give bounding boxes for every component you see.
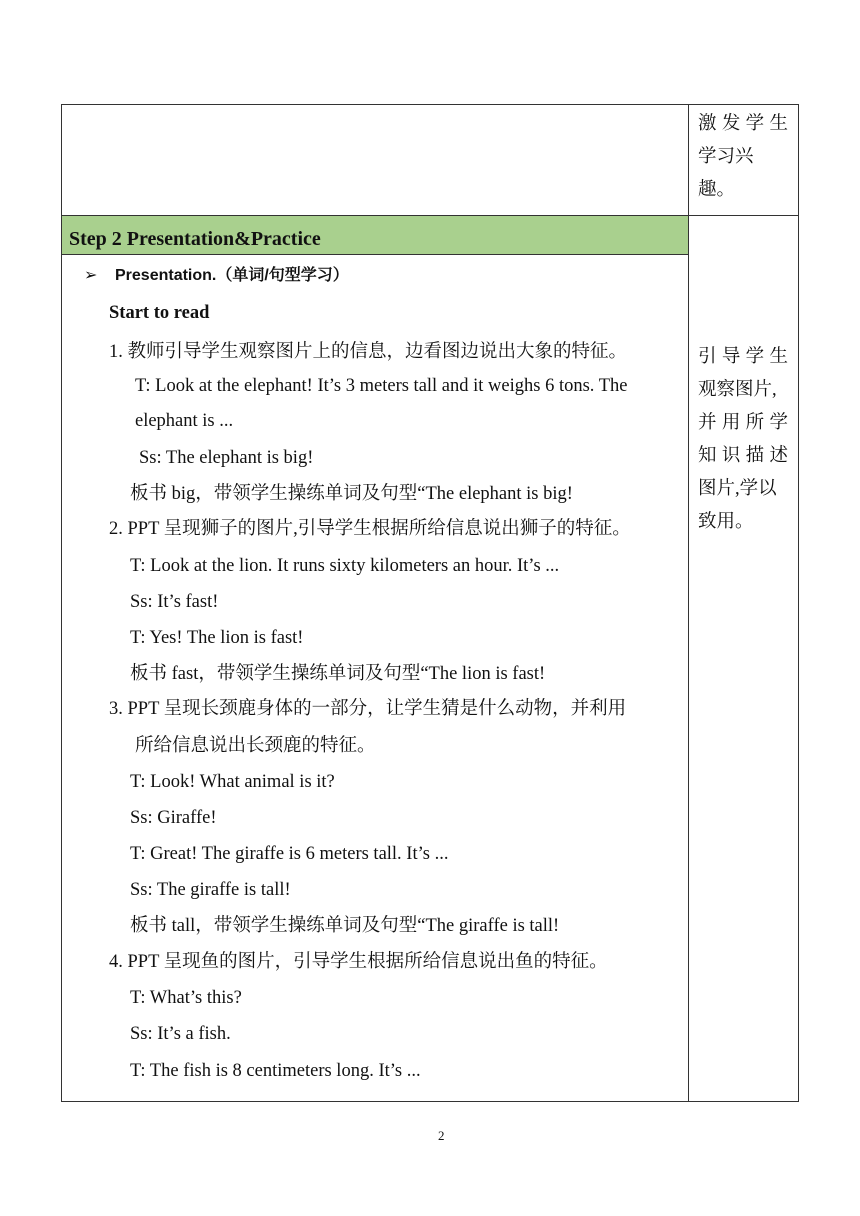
section-title	[115, 264, 349, 288]
note-line: 学习兴趣。	[698, 147, 754, 200]
dialogue-line: T: Great! The giraffe is 6 meters tall. It’s ...	[130, 844, 449, 864]
section-title-en: Presentation.	[115, 267, 217, 284]
item-3-continued: 所给信息说出长颈鹿的特征。	[135, 736, 376, 756]
note-line: 激 发 学 生	[698, 114, 788, 134]
step-note	[698, 341, 788, 539]
item-2: 2. PPT 呈现狮子的图片,引导学生根据所给信息说出狮子的特征。	[109, 519, 631, 539]
dialogue-line: T: What’s this?	[130, 988, 242, 1008]
dialogue-line: Ss: It’s fast!	[130, 592, 219, 612]
dialogue-line: elephant is ...	[135, 411, 234, 431]
section-title-cn: （单词/句型学习）	[216, 267, 349, 284]
table-right-border	[798, 104, 799, 1102]
dialogue-line: T: Look at the lion. It runs sixty kilometers an hour. It’s ...	[130, 556, 560, 576]
note-line: 观察图片,	[698, 380, 777, 400]
dialogue-line: Ss: The elephant is big!	[139, 448, 314, 468]
note-line: 图片,学以	[698, 479, 777, 499]
dialogue-line: Ss: It’s a fish.	[130, 1024, 231, 1044]
note-line: 引 导 学 生	[698, 347, 788, 367]
item-4: 4. PPT 呈现鱼的图片，引导学生根据所给信息说出鱼的特征。	[109, 952, 608, 972]
top-row-note	[698, 108, 788, 207]
note-line: 知 识 描 述	[698, 446, 788, 466]
page-number: 2	[438, 1128, 445, 1143]
blackboard-line: 板书 fast，带领学生操练单词及句型“The lion is fast!	[130, 664, 546, 684]
note-line: 并 用 所 学	[698, 413, 788, 433]
blackboard-line: 板书 big，带领学生操练单词及句型“The elephant is big!	[130, 484, 573, 504]
dialogue-line: T: Look at the elephant! It’s 3 meters tall and it weighs 6 tons. The	[135, 376, 628, 396]
arrow-bullet-icon: ➢	[84, 267, 98, 284]
step-header-underline	[61, 254, 689, 255]
item-1: 1. 教师引导学生观察图片上的信息，边看图边说出大象的特征。	[109, 342, 628, 362]
item-3: 3. PPT 呈现长颈鹿身体的一部分，让学生猜是什么动物，并利用	[109, 699, 627, 719]
step-header: Step 2 Presentation&Practice	[69, 228, 321, 250]
blackboard-line: 板书 tall，带领学生操练单词及句型“The giraffe is tall!	[130, 916, 560, 936]
dialogue-line: T: Look! What animal is it?	[130, 772, 335, 792]
dialogue-line: Ss: The giraffe is tall!	[130, 880, 291, 900]
dialogue-line: Ss: Giraffe!	[130, 808, 217, 828]
subheading: Start to read	[109, 303, 210, 323]
note-line: 致用。	[698, 512, 754, 532]
dialogue-line: T: The fish is 8 centimeters long. It’s ...	[130, 1061, 421, 1081]
dialogue-line: T: Yes! The lion is fast!	[130, 628, 304, 648]
